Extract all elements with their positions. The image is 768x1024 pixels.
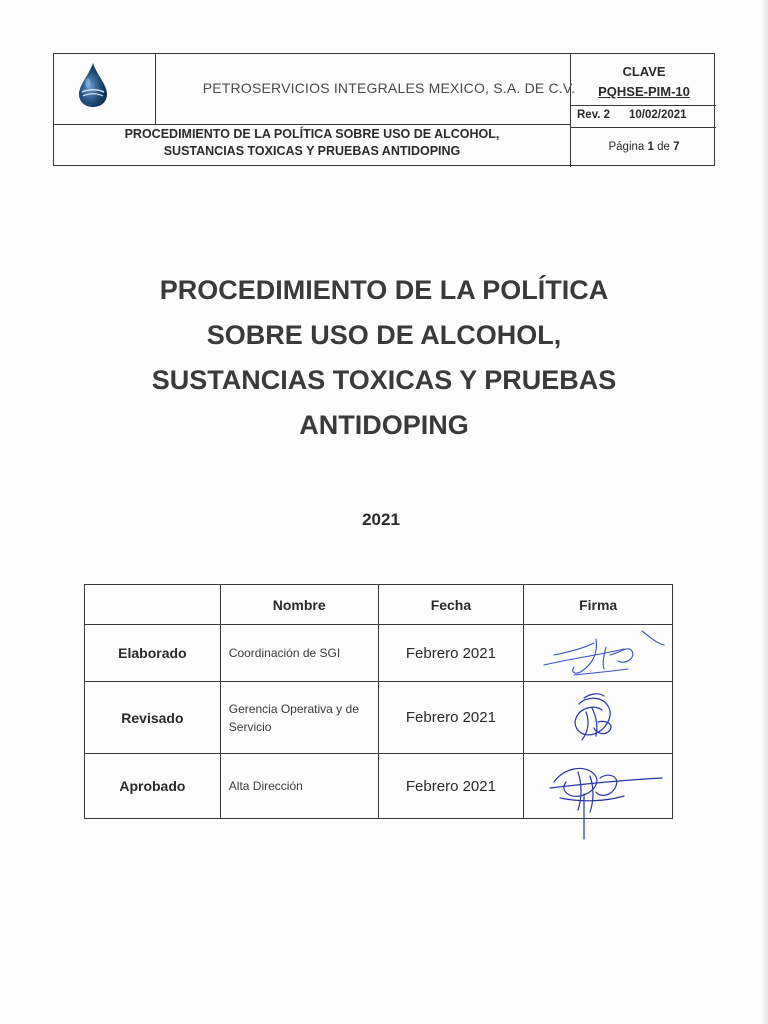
page-number xyxy=(572,141,716,153)
date-cell: Febrero 2021 xyxy=(378,682,524,754)
company-name: PETROSERVICIOS INTEGRALES MEXICO, S.A. DE C.V. xyxy=(202,80,576,96)
header-divider xyxy=(54,124,570,125)
clave-label: CLAVE xyxy=(622,64,666,79)
document-title xyxy=(90,268,678,448)
signature-cell xyxy=(524,625,673,682)
table-header-cell xyxy=(85,585,221,625)
date-cell: Febrero 2021 xyxy=(378,625,524,682)
title-line: SOBRE USO DE ALCOHOL, xyxy=(206,320,562,350)
table-row xyxy=(85,625,673,682)
page-current: 1 xyxy=(647,141,654,153)
role-cell: Revisado xyxy=(85,682,221,754)
name-cell: Coordinación de SGI xyxy=(220,625,378,682)
title-line: PROCEDIMIENTO DE LA POLÍTICA xyxy=(159,275,609,305)
signature-revisado xyxy=(524,682,673,754)
name-cell: Alta Dirección xyxy=(220,754,378,819)
table-row xyxy=(85,754,673,819)
table-header-cell: Firma xyxy=(524,585,673,625)
header-document-title xyxy=(54,126,570,160)
title-line: SUSTANCIAS TOXICAS Y PRUEBAS xyxy=(151,365,617,395)
table-header-cell: Fecha xyxy=(378,585,524,625)
signature-cell xyxy=(524,754,673,819)
table-header-row xyxy=(85,585,673,625)
company-logo-icon xyxy=(76,61,110,109)
page-label: Página xyxy=(608,141,645,153)
page-total: 7 xyxy=(673,141,680,153)
revision-number: Rev. 2 xyxy=(577,109,611,121)
header-title-line: SUSTANCIAS TOXICAS Y PRUEBAS ANTIDOPING xyxy=(163,144,461,158)
page-of: de xyxy=(657,141,670,153)
header-divider xyxy=(155,54,156,124)
signature-elaborado xyxy=(524,625,673,682)
name-cell: Gerencia Operativa y de Servicio xyxy=(220,682,378,754)
header-title-line: PROCEDIMIENTO DE LA POLÍTICA SOBRE USO DE ALCOHOL, xyxy=(124,127,500,141)
header-divider xyxy=(570,105,716,106)
approval-table xyxy=(84,584,673,819)
table-header-cell: Nombre xyxy=(220,585,378,625)
page-edge xyxy=(762,0,768,1024)
role-cell: Elaborado xyxy=(85,625,221,682)
signature-cell xyxy=(524,682,673,754)
document-year: 2021 xyxy=(362,510,400,529)
table-row xyxy=(85,682,673,754)
document-header xyxy=(53,53,715,166)
date-cell: Febrero 2021 xyxy=(378,754,524,819)
revision-date: 10/02/2021 xyxy=(629,109,687,121)
header-divider xyxy=(570,127,716,128)
title-line: ANTIDOPING xyxy=(299,410,469,440)
signature-aprobado xyxy=(524,754,673,819)
header-divider xyxy=(570,54,571,167)
role-cell: Aprobado xyxy=(85,754,221,819)
document-code: PQHSE-PIM-10 xyxy=(598,84,690,99)
